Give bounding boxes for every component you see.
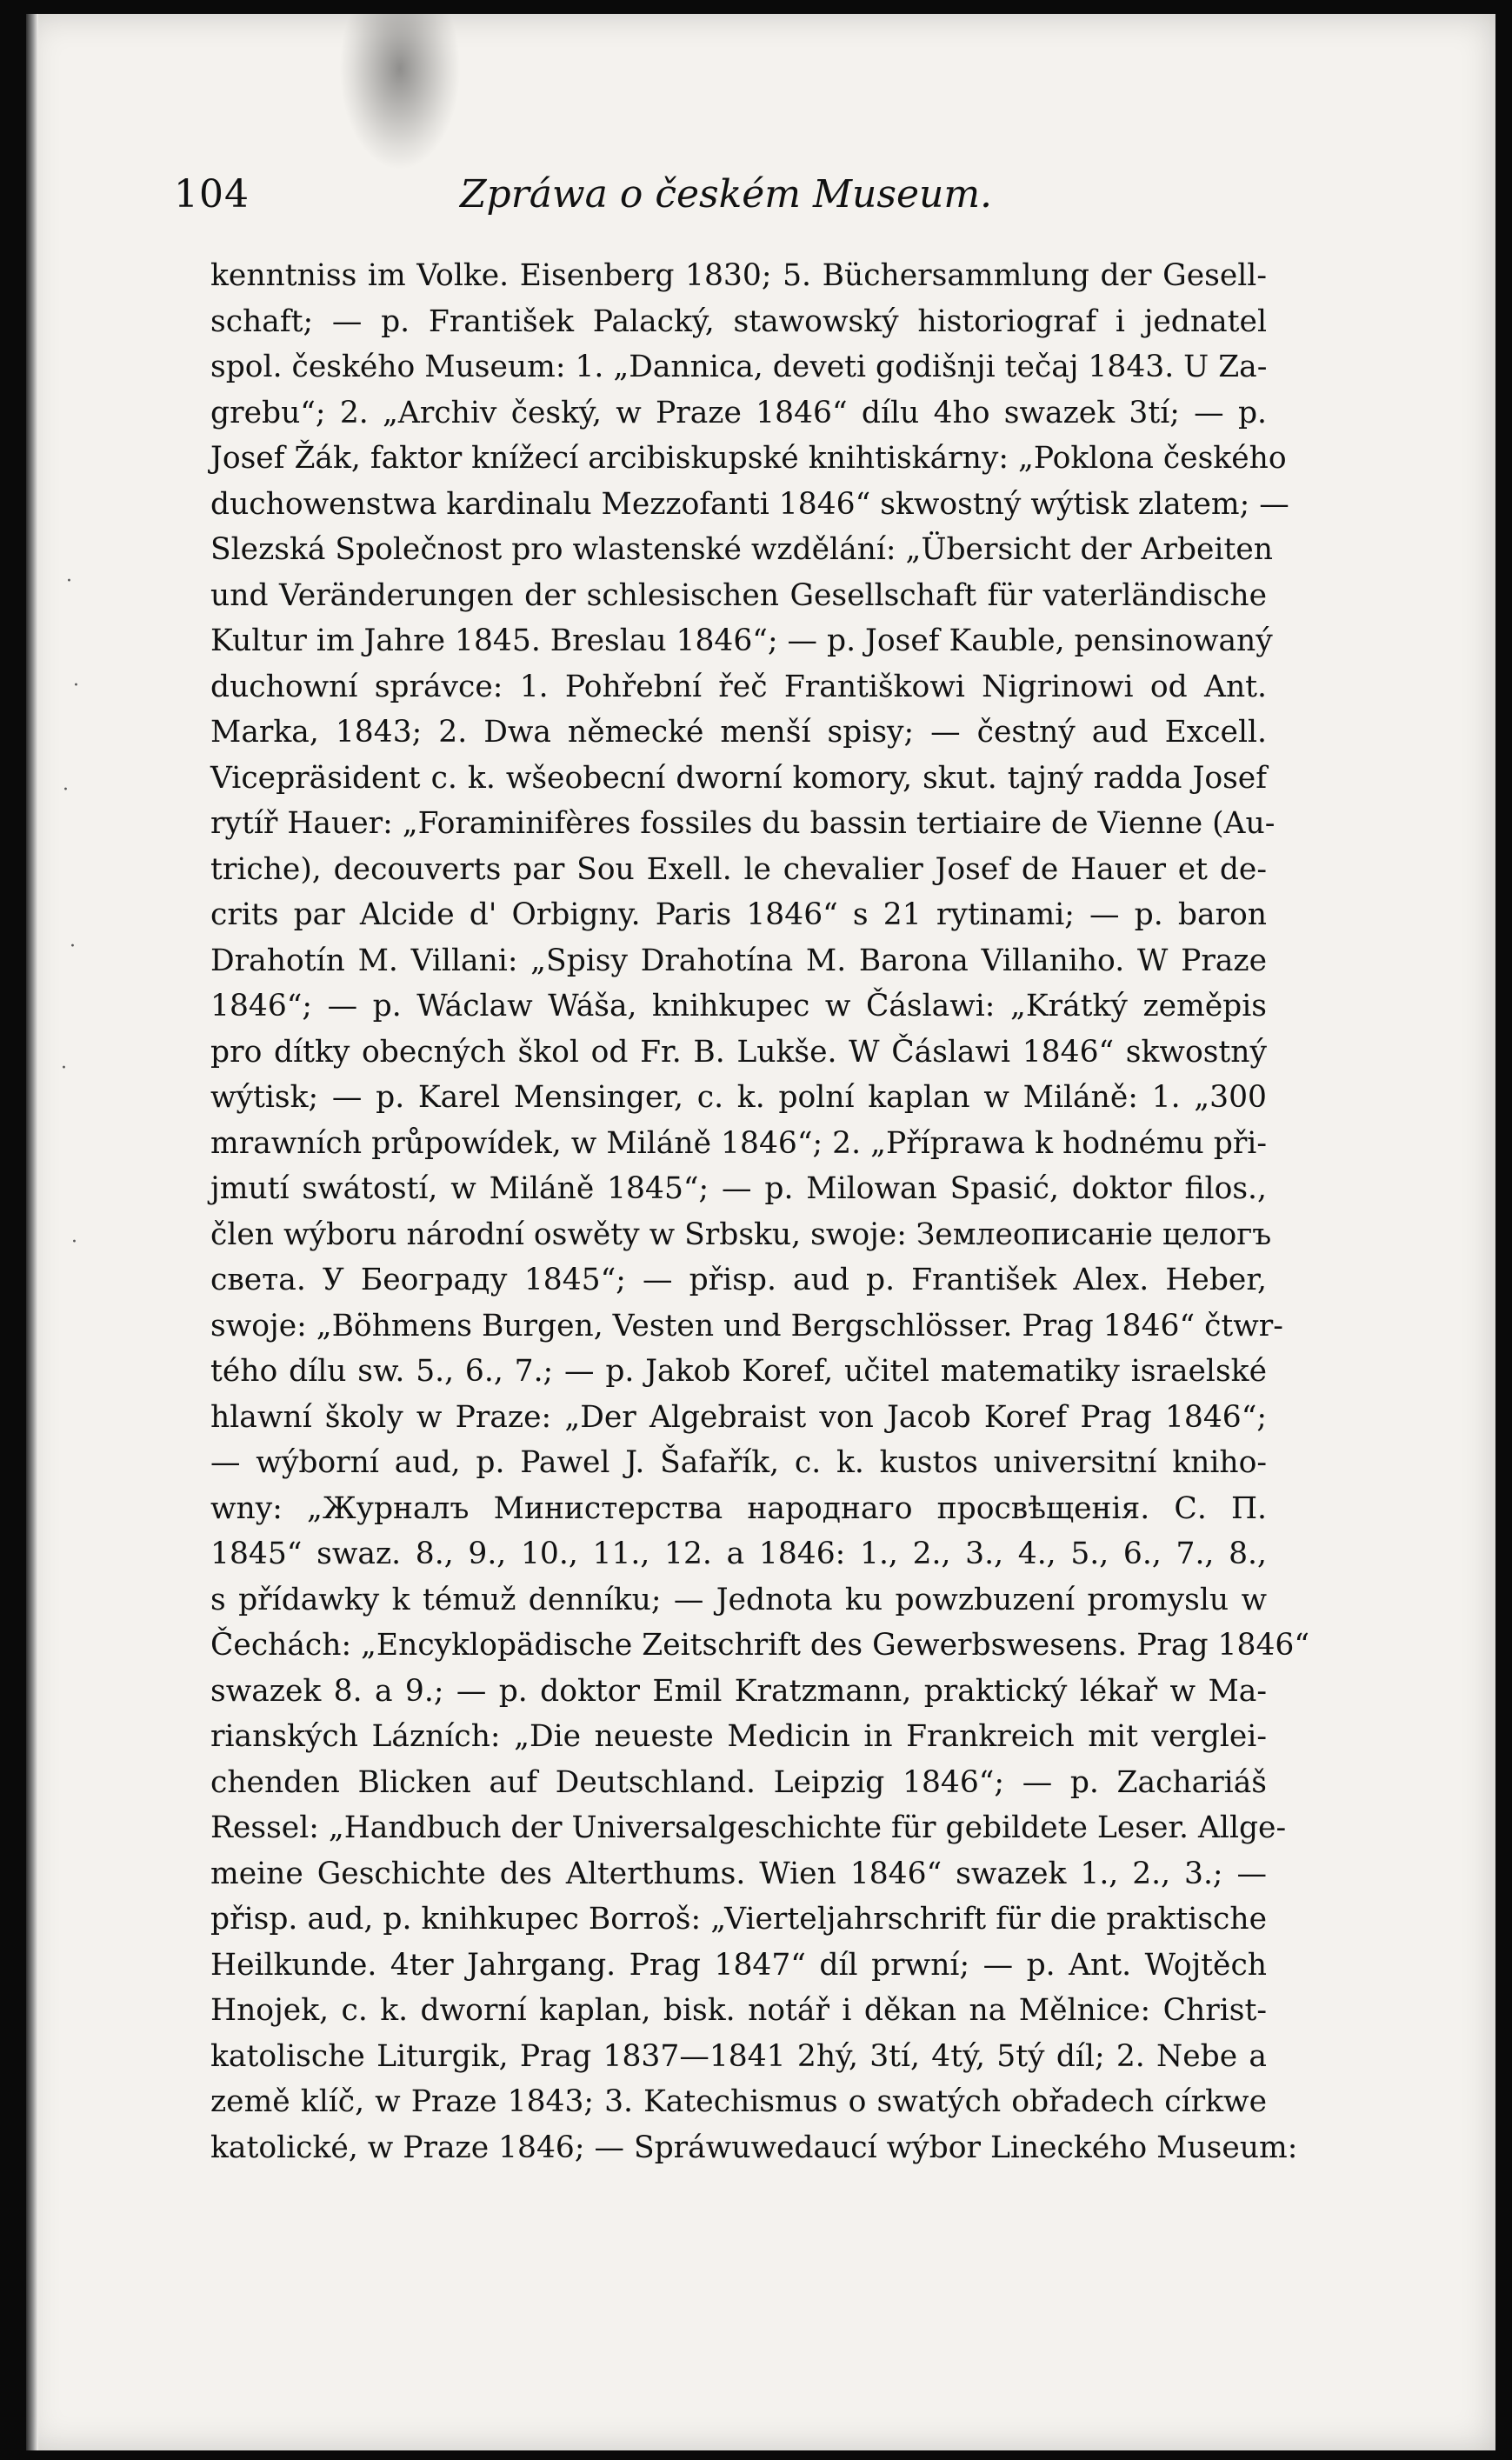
text-line: přisp. aud, p. knihkupec Borroš: „Vierteljahrschrift für die praktische xyxy=(210,1902,1267,1937)
text-line: Slezská Společnost pro wlastenské wzdělání: „Übersicht der Arbeiten xyxy=(210,532,1273,567)
text-line: света. У Београду 1845“; — přisp. aud p. František Alex. Heber, xyxy=(210,1263,1267,1297)
page-header xyxy=(174,172,1278,224)
text-line: Heilkunde. 4ter Jahrgang. Prag 1847“ díl prwní; — p. Ant. Wojtěch xyxy=(210,1947,1267,1983)
text-line: wýtisk; — p. Karel Mensinger, c. k. polní kaplan w Miláně: 1. „300 xyxy=(210,1080,1267,1115)
text-line: triche), decouverts par Sou Exell. le chevalier Josef de Hauer et de- xyxy=(210,851,1267,887)
text-line: Drahotín M. Villani: „Spisy Drahotína M. Barona Villaniho. W Praze xyxy=(210,943,1267,978)
book-page xyxy=(26,14,1495,2450)
text-line: Marka, 1843; 2. Dwa německé menší spisy; — čestný aud Excell. xyxy=(210,715,1267,750)
text-line: Josef Žák, faktor knížecí arcibiskupské knihtiskárny: „Poklona českého xyxy=(210,441,1287,476)
text-line: swazek 8. a 9.; — p. doktor Emil Kratzmann, praktický lékař w Ma- xyxy=(210,1673,1267,1709)
text-line: wny: „Журналъ Министерства народнаго просвѣщенія. С. П. xyxy=(210,1490,1267,1526)
text-line: 1845“ swaz. 8., 9., 10., 11., 12. a 1846: 1., 2., 3., 4., 5., 6., 7., 8., xyxy=(210,1537,1267,1571)
text-line: spol. českého Museum: 1. „Dannica, deveti godišnji tečaj 1843. U Za- xyxy=(210,350,1268,384)
text-line: katolische Liturgik, Prag 1837—1841 2hý, 3tí, 4tý, 5tý díl; 2. Nebe a xyxy=(210,2038,1267,2074)
text-line: duchowní správce: 1. Pohřební řeč Františkowi Nigrinowi od Ant. xyxy=(210,669,1267,704)
text-line: swoje: „Böhmens Burgen, Vesten und Bergschlösser. Prag 1846“ čtwr- xyxy=(210,1308,1283,1343)
page-gutter-shadow xyxy=(26,14,38,2450)
text-line: země klíč, w Praze 1843; 3. Katechismus o swatých obřadech církwe xyxy=(210,2084,1267,2119)
text-line: tého dílu sw. 5., 6., 7.; — p. Jakob Koref, učitel matematiky israelské xyxy=(210,1354,1267,1389)
text-line: pro dítky obecných škol od Fr. B. Lukše. W Čáslawi 1846“ skwostný xyxy=(210,1034,1267,1070)
text-line: Ressel: „Handbuch der Universalgeschichte für gebildete Leser. Allge- xyxy=(210,1810,1287,1845)
text-line: crits par Alcide d' Orbigny. Paris 1846“ s 21 rytinami; — p. baron xyxy=(210,897,1267,932)
running-title: Zpráwa o českém Museum. xyxy=(459,172,993,217)
text-line: Kultur im Jahre 1845. Breslau 1846“; — p. Josef Kauble, pensinowaný xyxy=(210,623,1273,658)
text-line: jmutí swátostí, w Miláně 1845“; — p. Milowan Spasić, doktor filos., xyxy=(210,1171,1267,1206)
text-line: — wýborní aud, p. Pawel J. Šafařík, c. k. kustos universitní kniho- xyxy=(210,1445,1267,1480)
text-line: hlawní školy w Praze: „Der Algebraist von Jacob Koref Prag 1846“; xyxy=(210,1399,1267,1435)
text-line: kenntniss im Volke. Eisenberg 1830; 5. Büchersammlung der Gesell- xyxy=(210,258,1267,293)
margin-specks: · · · · · · xyxy=(61,570,79,1253)
text-line: meine Geschichte des Alterthums. Wien 1846“ swazek 1., 2., 3.; — xyxy=(210,1856,1267,1891)
text-line: duchowenstwa kardinalu Mezzofanti 1846“ skwostný wýtisk zlatem; — xyxy=(210,486,1289,522)
body-text xyxy=(210,253,1309,2170)
page-number: 104 xyxy=(174,172,250,217)
text-line: katolické, w Praze 1846; — Spráwuwedaucí wýbor Lineckého Museum: xyxy=(210,2130,1298,2165)
text-line: rianských Lázních: „Die neueste Medicin in Frankreich mit verglei- xyxy=(210,1719,1267,1754)
text-line: chenden Blicken auf Deutschland. Leipzig 1846“; — p. Zachariáš xyxy=(210,1764,1267,1800)
text-line: mrawních průpowídek, w Miláně 1846“; 2. „Příprawa k hodnému při- xyxy=(210,1125,1267,1161)
text-line: und Veränderungen der schlesischen Gesellschaft für vaterländische xyxy=(210,577,1267,613)
text-line: Vicepräsident c. k. wšeobecní dworní komory, skut. tajný radda Josef xyxy=(210,760,1267,796)
text-line: Čechách: „Encyklopädische Zeitschrift des Gewerbswesens. Prag 1846“ xyxy=(210,1628,1309,1663)
text-line: 1846“; — p. Wáclaw Wáša, knihkupec w Čáslawi: „Krátký zeměpis xyxy=(210,989,1267,1023)
text-line: člen wýboru národní oswěty w Srbsku, swoje: Землеописаніе целогъ xyxy=(210,1217,1272,1252)
text-line: rytíř Hauer: „Foraminifères fossiles du bassin tertiaire de Vienne (Au- xyxy=(210,806,1276,841)
text-line: grebu“; 2. „Archiv český, w Praze 1846“ dílu 4ho swazek 3tí; — p. xyxy=(210,395,1267,430)
text-line: schaft; — p. František Palacký, stawowský historiograf i jednatel xyxy=(210,303,1267,339)
text-line: s přídawky k témuž denníku; — Jednota ku powzbuzení promyslu w xyxy=(210,1582,1267,1617)
ink-blot xyxy=(339,14,461,170)
text-line: Hnojek, c. k. dworní kaplan, bisk. notář i děkan na Mělnice: Christ- xyxy=(210,1993,1267,2028)
